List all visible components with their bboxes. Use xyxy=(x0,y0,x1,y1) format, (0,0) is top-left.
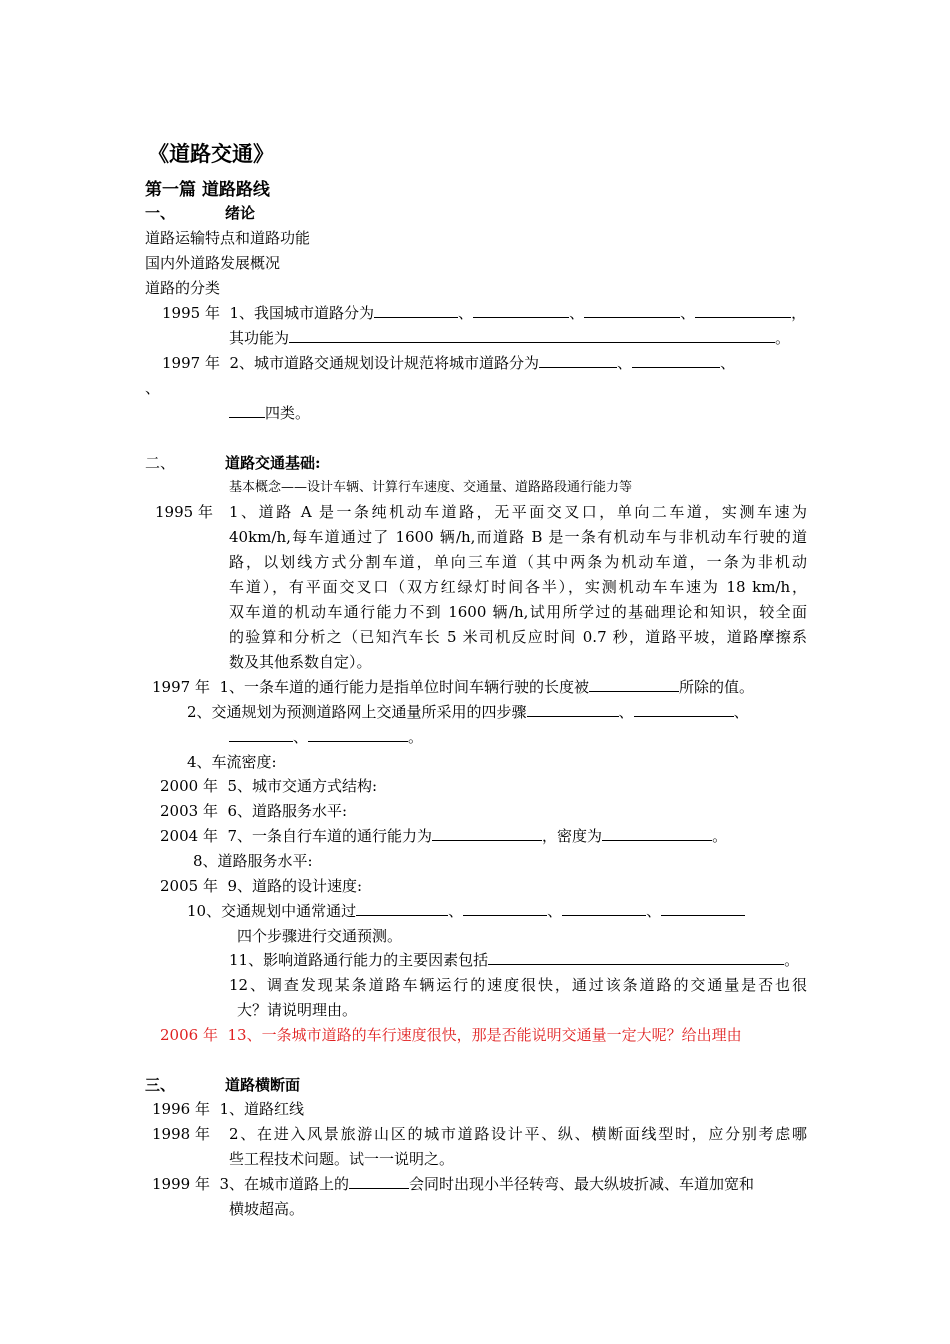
section-1-item: 道路的分类 xyxy=(145,279,221,297)
answer-blank xyxy=(356,901,448,916)
year-label: 1998 年 xyxy=(152,1125,210,1143)
section-3-title: 道路横断面 xyxy=(225,1076,301,1094)
answer-blank xyxy=(463,901,547,916)
question-s2-q12: 12、调查发现某条道路车辆运行的速度很快，通过该条道路的交通量是否也很 xyxy=(229,976,807,994)
question-s2-q7: 2004 年 7、一条自行车道的通行能力为 ，密度为 。 xyxy=(160,827,728,845)
section-1-item: 国内外道路发展概况 xyxy=(145,254,281,272)
question-s2-q2-cont: 、 。 xyxy=(229,727,423,747)
question-s2-1995-line: 的验算和分析之（已知汽车长 5 米司机反应时间 0.7 秒，道路平坡，道路摩擦系 xyxy=(229,628,807,646)
answer-blank xyxy=(602,826,712,841)
document-title: 《道路交通》 xyxy=(148,141,274,166)
part-heading: 第一篇 道路路线 xyxy=(145,180,270,200)
year-label: 1997 年 xyxy=(152,678,210,696)
year-label: 2004 年 xyxy=(160,827,218,845)
question-s3-q2-cont: 些工程技术问题。试一一说明之。 xyxy=(229,1150,455,1168)
section-2-heading xyxy=(145,453,321,473)
question-s2-q4: 4、车流密度: xyxy=(187,753,277,771)
section-1-number: 一、 xyxy=(145,204,176,222)
question-s2-1995-line: 双车道的机动车通行能力不到 1600 辆/h,试用所学过的基础理论和知识，较全面 xyxy=(229,603,807,621)
answer-blank xyxy=(374,303,458,318)
answer-blank xyxy=(229,403,265,418)
year-label: 2006 年 xyxy=(160,1026,218,1044)
question-s1-q1: 1995 年 1、我国城市道路分为 、 、 、 ， xyxy=(162,304,807,322)
question-s2-q2: 2、交通规划为预测道路网上交通量所采用的四步骤 、 、 xyxy=(187,703,749,721)
year-label: 2003 年 xyxy=(160,802,218,820)
answer-blank xyxy=(473,303,569,318)
question-s3-q2: 2、在进入风景旅游山区的城市道路设计平、纵、横断面线型时，应分别考虑哪 xyxy=(229,1125,807,1143)
question-s1-q2-cont: 四类。 xyxy=(229,403,310,423)
question-s3-q1: 1996 年 1、道路红线 xyxy=(152,1100,305,1118)
year-label: 2005 年 xyxy=(160,877,218,895)
answer-blank xyxy=(432,826,542,841)
answer-blank xyxy=(349,1174,409,1189)
question-s2-q12-cont: 大？请说明理由。 xyxy=(237,1001,358,1019)
question-s2-1995-line: 车道），有平面交叉口（双方红绿灯时间各半），实测机动车车速为 18 km/h， xyxy=(229,578,807,596)
question-s2-1995-line: 数及其他系数自定）。 xyxy=(229,653,372,671)
question-s2-q8: 8、道路服务水平: xyxy=(193,852,313,870)
year-label: 1995 年 xyxy=(155,503,213,521)
answer-blank xyxy=(695,303,791,318)
question-s2-1997-q1: 1997 年 1、一条车道的通行能力是指单位时间车辆行驶的长度被 所除的值。 xyxy=(152,678,755,696)
question-s2-1995-line: 40km/h,每车道通过了 1600 辆/h,而道路 B 是一条有机动车与非机动车行驶的道 xyxy=(229,528,807,546)
section-3-heading xyxy=(145,1075,300,1095)
question-s2-q10-cont: 四个步骤进行交通预测。 xyxy=(237,927,403,945)
question-s3-q3-cont: 横坡超高。 xyxy=(229,1200,305,1218)
question-s2-1995-line: 1、道路 A 是一条纯机动车道路，无平面交叉口，单向二车道，实测车速为 xyxy=(229,503,807,521)
question-s2-q5: 2000 年 5、城市交通方式结构: xyxy=(160,777,378,795)
question-s2-1995-line: 路，以划线方式分割车道，单向三车道（其中两条为机动车道，一条为非机动 xyxy=(229,553,807,571)
answer-blank xyxy=(308,727,408,742)
answer-blank xyxy=(527,702,619,717)
answer-blank xyxy=(661,901,745,916)
answer-blank xyxy=(289,328,775,343)
year-label: 1997 年 xyxy=(162,354,220,372)
wrapped-separator: 、 xyxy=(145,379,161,397)
question-s2-q13: 2006 年 13、一条城市道路的车行速度很快，那是否能说明交通量一定大呢？给出理由 xyxy=(160,1026,742,1044)
answer-blank xyxy=(589,677,679,692)
answer-blank xyxy=(488,950,784,965)
answer-blank xyxy=(539,353,617,368)
section-2-title: 道路交通基础: xyxy=(225,454,321,472)
year-label: 1996 年 xyxy=(152,1100,210,1118)
question-s1-q1-cont: 其功能为 。 xyxy=(229,329,791,347)
section-1-title: 绪论 xyxy=(225,204,256,222)
answer-blank xyxy=(632,353,720,368)
section-1-heading xyxy=(145,203,255,223)
question-s2-q10: 10、交通规划中通常通过 、 、 、 xyxy=(187,901,745,921)
answer-blank xyxy=(562,901,646,916)
question-s3-q3: 1999 年 3、在城市道路上的 会同时出现小半径转弯、最大纵坡折减、车道加宽和 xyxy=(152,1175,755,1193)
year-label: 1995 年 xyxy=(162,304,220,322)
answer-blank xyxy=(634,702,734,717)
answer-blank xyxy=(584,303,680,318)
question-s2-q9: 2005 年 9、道路的设计速度: xyxy=(160,877,363,895)
section-1-item: 道路运输特点和道路功能 xyxy=(145,229,311,247)
question-s2-q6: 2003 年 6、道路服务水平: xyxy=(160,802,348,820)
answer-blank xyxy=(229,727,293,742)
section-3-number: 三、 xyxy=(145,1076,176,1094)
section-2-number: 二、 xyxy=(145,454,176,472)
question-s1-q2: 1997 年 2、城市道路交通规划设计规范将城市道路分为 、 、 xyxy=(162,354,736,372)
question-s2-q11: 11、影响道路通行能力的主要因素包括 。 xyxy=(229,951,800,969)
year-label: 2000 年 xyxy=(160,777,218,795)
section-2-subtitle: 基本概念——设计车辆、计算行车速度、交通量、道路路段通行能力等 xyxy=(229,480,633,495)
year-label: 1999 年 xyxy=(152,1175,210,1193)
